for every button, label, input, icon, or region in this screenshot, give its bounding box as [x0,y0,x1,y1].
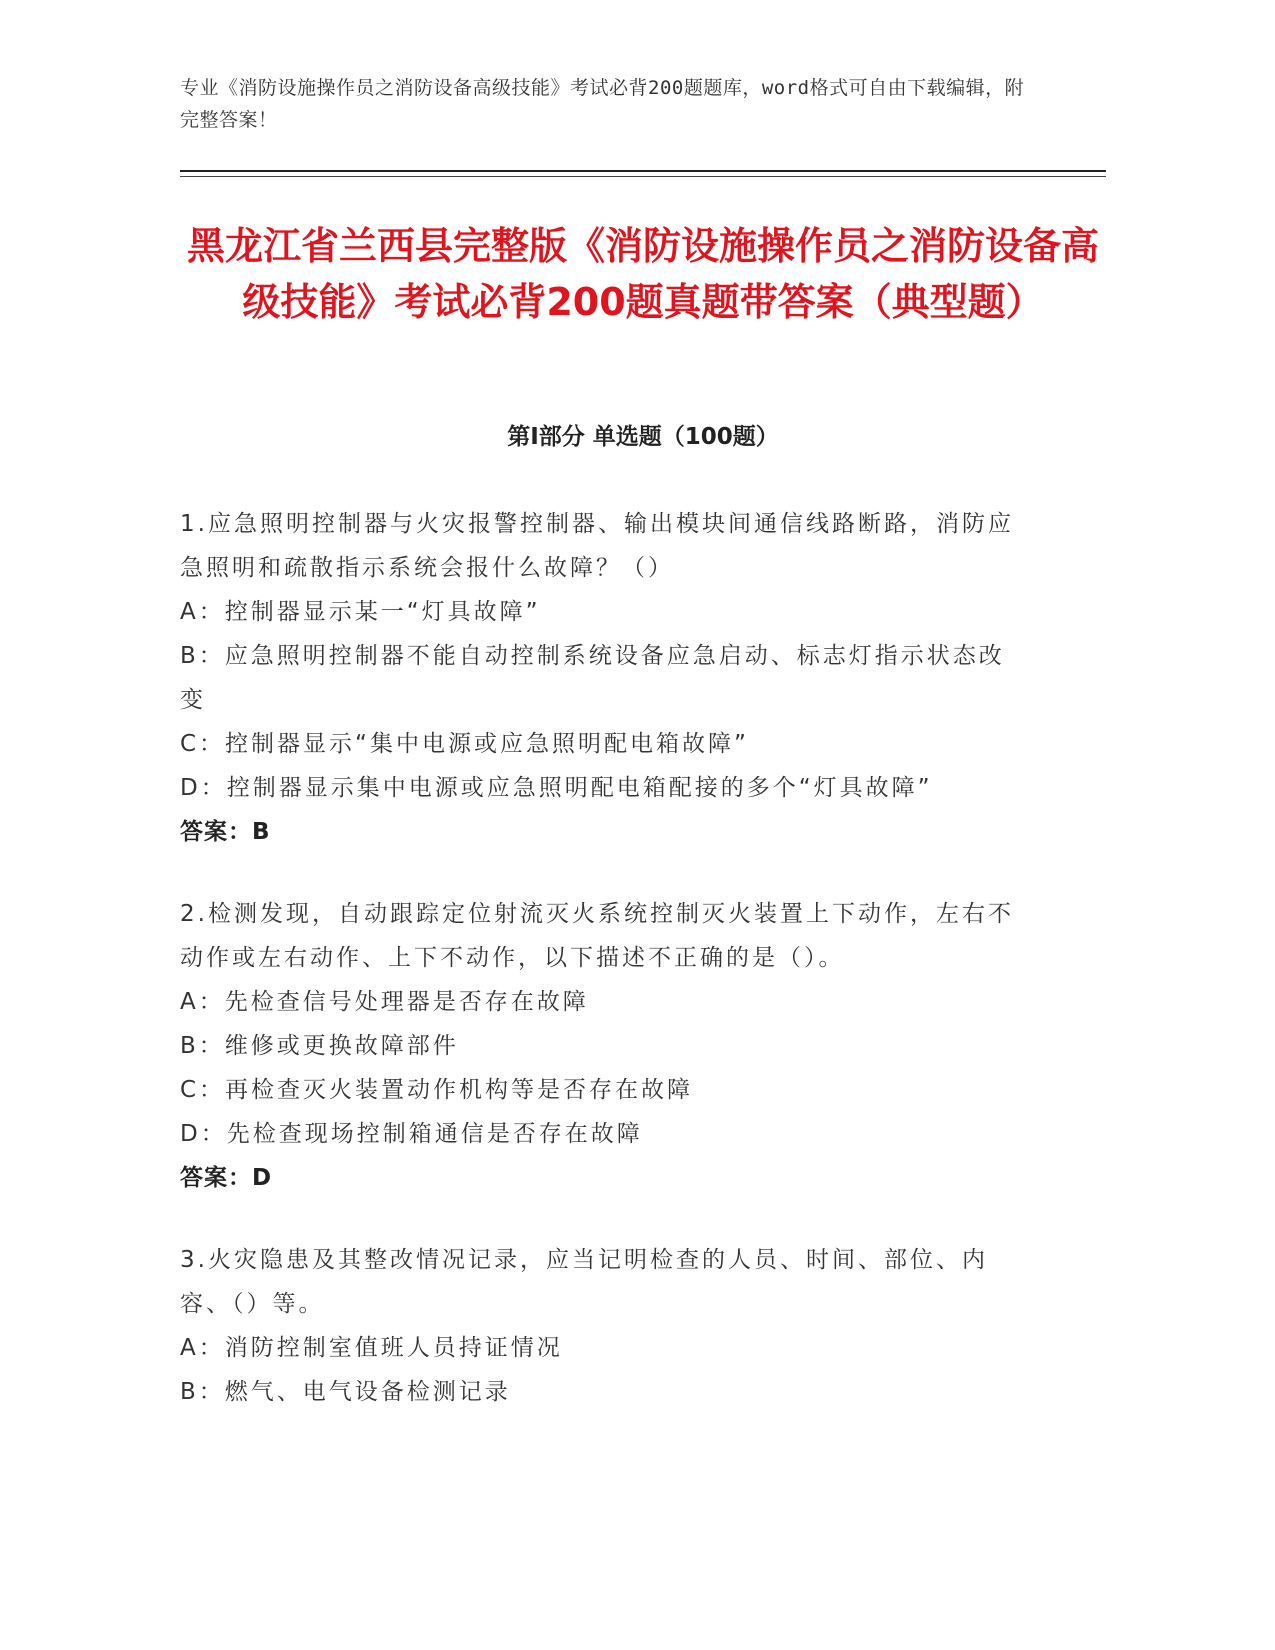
question-item [180,892,1030,1200]
answer: 答案：B [180,819,271,845]
option-c: C：再检查灭火装置动作机构等是否存在故障 [180,1077,694,1103]
option-b: B：燃气、电气设备检测记录 [180,1379,511,1405]
answer: 答案：D [180,1165,273,1191]
option-a: A：控制器显示某一“灯具故障” [180,599,541,625]
question-item [180,502,1030,854]
section-title: 第Ⅰ部分 单选题（100题） [507,424,779,450]
question-text: 2.检测发现，自动跟踪定位射流灭火系统控制灭火装置上下动作，左右不动作或左右动作、上下不动作，以下描述不正确的是（）。 [180,901,1014,971]
document-title: 黑龙江省兰西县完整版《消防设施操作员之消防设备高级技能》考试必背200题真题带答案（典型题） [186,224,1099,324]
question-list [180,502,1030,1452]
option-b: B：维修或更换故障部件 [180,1033,459,1059]
header-divider-thin [180,176,1106,177]
option-c: C：控制器显示“集中电源或应急照明配电箱故障” [180,731,749,757]
option-d: D：控制器显示集中电源或应急照明配电箱配接的多个“灯具故障” [180,775,933,801]
question-item [180,1238,1030,1414]
question-text: 3.火灾隐患及其整改情况记录，应当记明检查的人员、时间、部位、内容、（）等。 [180,1247,988,1317]
header-divider-thick [180,170,1106,172]
header-note: 专业《消防设施操作员之消防设备高级技能》考试必背200题题库，word格式可自由下载编辑，附完整答案！ [180,77,1025,131]
option-b: B：应急照明控制器不能自动控制系统设备应急启动、标志灯指示状态改变 [180,643,1005,713]
option-a: A：先检查信号处理器是否存在故障 [180,989,589,1015]
option-a: A：消防控制室值班人员持证情况 [180,1335,563,1361]
option-d: D：先检查现场控制箱通信是否存在故障 [180,1121,643,1147]
question-text: 1.应急照明控制器与火灾报警控制器、输出模块间通信线路断路，消防应急照明和疏散指示系统会报什么故障？（） [180,511,1014,581]
